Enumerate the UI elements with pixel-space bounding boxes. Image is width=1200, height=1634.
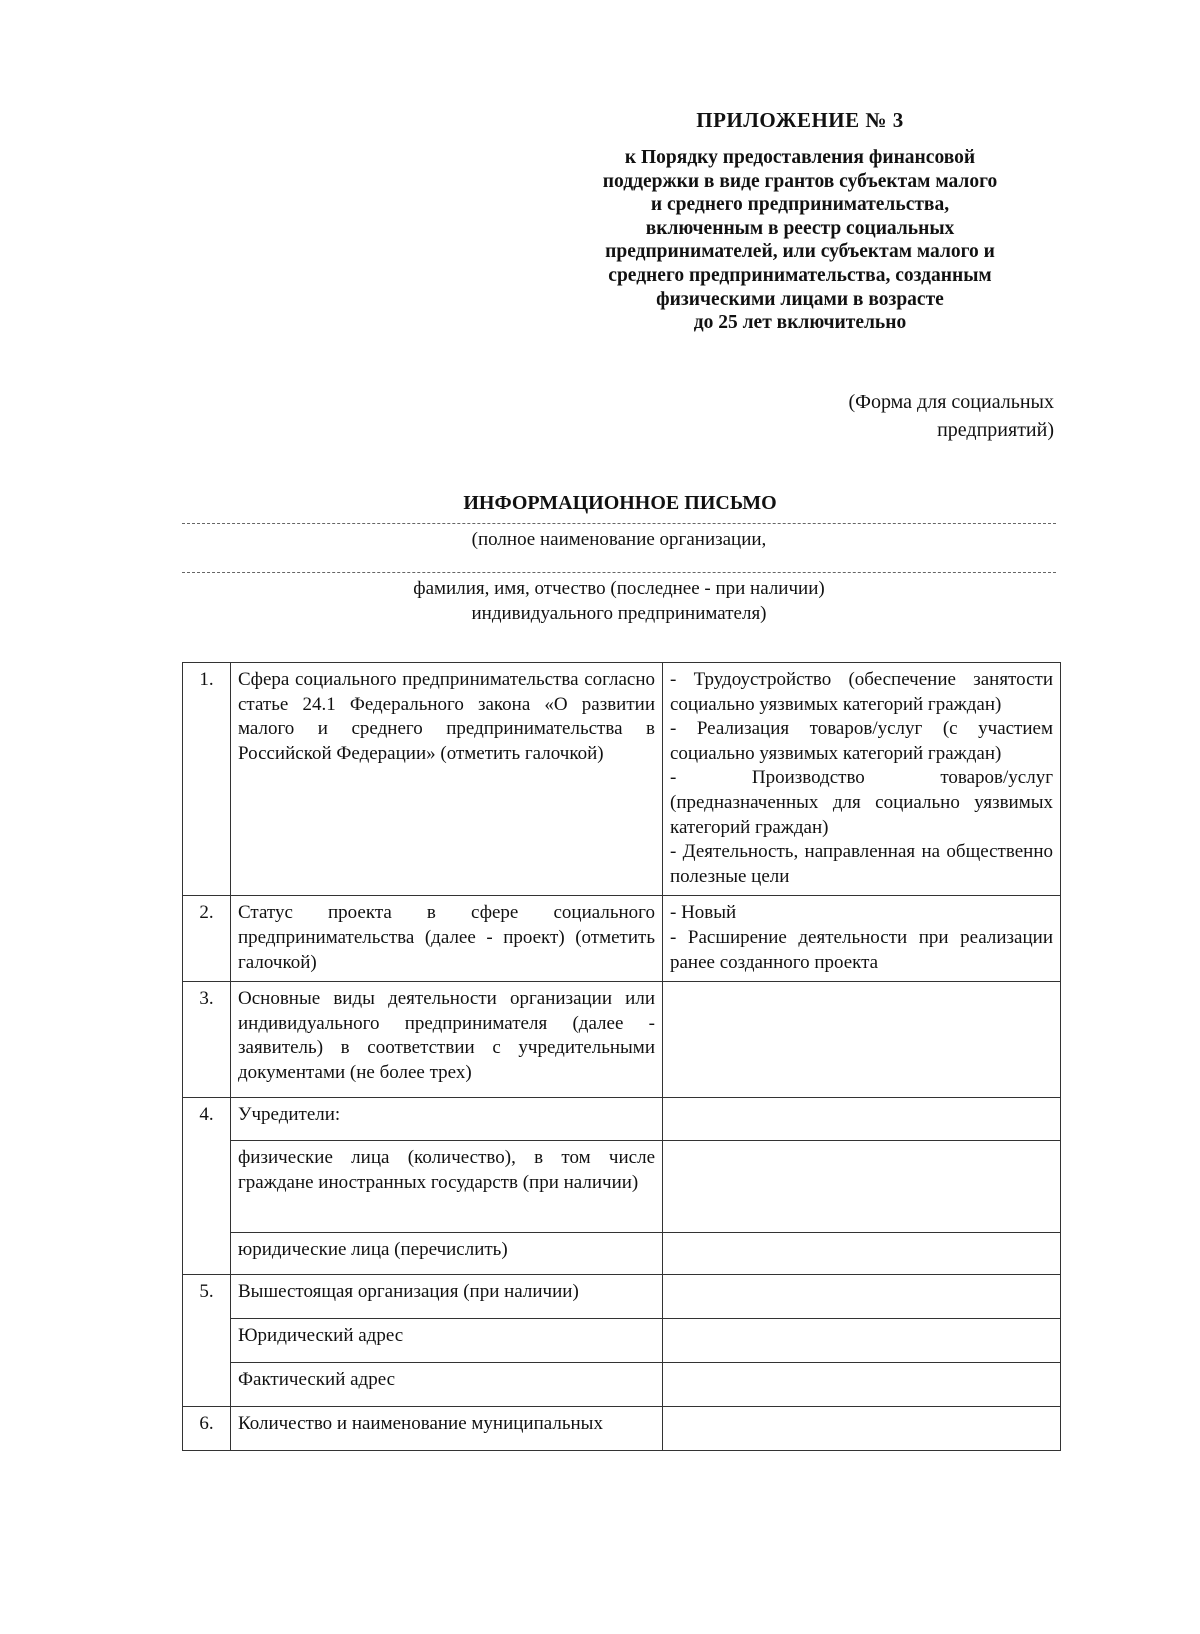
row-answer-cell[interactable] (663, 896, 1061, 982)
row-number: 6. (183, 1407, 231, 1451)
option-item[interactable]: - Деятельность, направленная на общественно полезные цели (670, 841, 1053, 887)
appendix-reference (540, 146, 1060, 335)
row-question: Вышестоящая организация (при наличии) (231, 1275, 663, 1319)
row-number: 2. (183, 896, 231, 982)
option-item[interactable]: - Новый (670, 902, 737, 924)
row-question: юридические лица (перечислить) (231, 1233, 663, 1275)
table-subrow (183, 1141, 1061, 1233)
table-row (183, 896, 1061, 982)
table-row (183, 1407, 1061, 1451)
option-item[interactable]: - Реализация товаров/услуг (с участием социально уязвимых категорий граждан) (670, 718, 1053, 764)
organization-name-caption (182, 527, 1056, 552)
appendix-reference-line: включенным в реестр социальных (645, 217, 955, 239)
row-answer-cell[interactable] (663, 663, 1061, 896)
table-row (183, 1098, 1061, 1141)
row-answer-cell[interactable] (663, 982, 1061, 1098)
row-answer-cell[interactable] (663, 1141, 1061, 1233)
row-number: 1. (183, 663, 231, 896)
row-question: Фактический адрес (231, 1363, 663, 1407)
row-number: 5. (183, 1275, 231, 1407)
row-answer-cell[interactable] (663, 1363, 1061, 1407)
row-number: 4. (183, 1098, 231, 1275)
option-item[interactable]: - Производство товаров/услуг (предназначенных для социально уязвимых категорий граждан) (670, 767, 1053, 838)
row-question: Статус проекта в сфере социального предпринимательства (далее - проект) (отметить галочкой) (231, 896, 663, 982)
table-subrow (183, 1233, 1061, 1275)
row-question: Юридический адрес (231, 1319, 663, 1363)
appendix-reference-line: и среднего предпринимательства, (650, 194, 950, 216)
table-row (183, 1275, 1061, 1319)
row-number: 3. (183, 982, 231, 1098)
row-question: Сфера социального предпринимательства согласно статье 24.1 Федерального закона «О развитии малого и среднего предпринимательства в Российской Федерации» (отметить галочкой) (231, 663, 663, 896)
form-type-note (700, 388, 1054, 444)
row-answer-cell[interactable] (663, 1275, 1061, 1319)
caption-line: фамилия, имя, отчество (последнее - при наличии) (413, 578, 825, 599)
row-question: Основные виды деятельности организации или индивидуального предпринимателя (далее - заявитель) в соответствии с учредительными документами (не более трех) (231, 982, 663, 1098)
appendix-reference-line: до 25 лет включительно (693, 312, 907, 334)
caption-line: (полное наименование организации, (471, 529, 767, 550)
appendix-reference-line: физическими лицами в возрасте (656, 288, 944, 310)
form-type-note-line: предприятий) (937, 419, 1054, 441)
option-item[interactable]: - Расширение деятельности при реализации ранее созданного проекта (670, 926, 1053, 973)
row-question: Количество и наименование муниципальных (231, 1407, 663, 1451)
info-table (182, 662, 1061, 1451)
caption-line: индивидуального предпринимателя) (471, 603, 767, 624)
letter-title: ИНФОРМАЦИОННОЕ ПИСЬМО (463, 492, 777, 514)
appendix-reference-line: к Порядку предоставления финансовой (624, 147, 976, 168)
entrepreneur-name-line[interactable] (182, 572, 1056, 573)
row-question: Учредители: (231, 1098, 663, 1141)
organization-name-line[interactable] (182, 523, 1056, 524)
appendix-reference-line: среднего предпринимательства, созданным (608, 264, 992, 286)
appendix-title: ПРИЛОЖЕНИЕ № 3 (696, 108, 904, 132)
option-item[interactable]: - Трудоустройство (обеспечение занятости социально уязвимых категорий граждан) (670, 669, 1053, 715)
form-type-note-line: (Форма для социальных (848, 391, 1054, 413)
appendix-reference-line: поддержки в виде грантов субъектам малого (602, 170, 998, 192)
entrepreneur-name-caption (182, 576, 1056, 626)
row-answer-cell[interactable] (663, 1319, 1061, 1363)
row-answer-cell[interactable] (663, 1098, 1061, 1141)
table-row (183, 663, 1061, 896)
table-subrow (183, 1319, 1061, 1363)
row-question: физические лица (количество), в том числе граждане иностранных государств (при наличии) (231, 1141, 663, 1233)
table-row (183, 982, 1061, 1098)
table-subrow (183, 1363, 1061, 1407)
row-answer-cell[interactable] (663, 1407, 1061, 1451)
appendix-reference-line: предпринимателей, или субъектам малого и (605, 241, 995, 263)
row-answer-cell[interactable] (663, 1233, 1061, 1275)
